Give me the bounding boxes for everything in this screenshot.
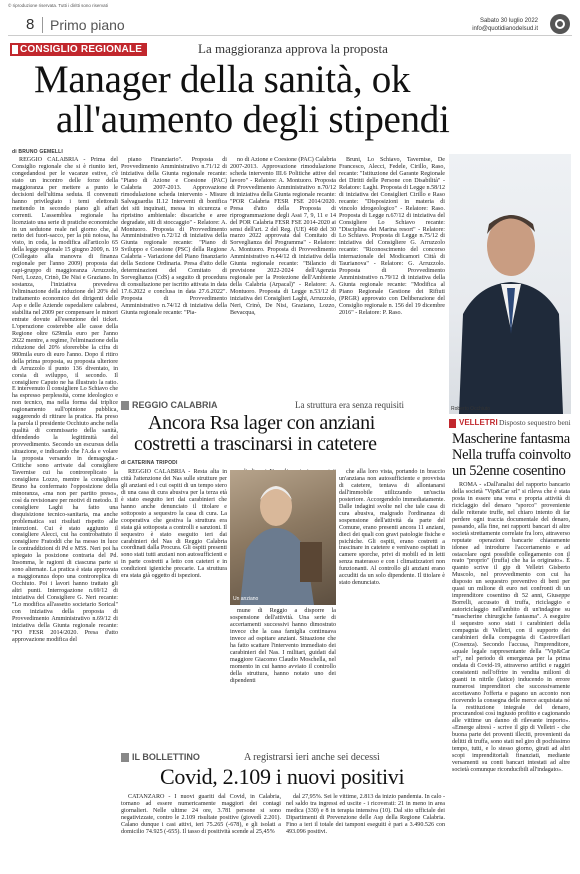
velletri-headline-line1: Mascherine fantasma: [452, 431, 570, 447]
main-col1-text: REGGIO CALABRIA - Prima del Consiglio regionale che si è riunito ieri, congedandosi per le vacanze estive, c'è stato un incontro delle forze della maggioranza per mettere a punto le decisioni dell'ultima seduta. Il convenuti hanno privilegiato i temi elettorali mettendo in secondo piano gli affari correnti. L'assemblea regionale ha licenziato una serie di pratiche economiche in un sedutone reale nel giorno che, al netto dei fuori-sacco, per la più noiosa, ha visto, in coda, la modifica all'articolo 65 della legge regionale 15 giugno 2009, n. 19 (Collegato alla manovra di finanza regionale per l'anno 2009) proposta dai capi-gruppo di maggioranza Arruzzolo, Neri, Lozzo, Crinò, De Nisi e Graziano. In sostanza, l'iniziativa prevedeva l'eliminazione della riduzione del 20% del trattamento economico dei dirigenti delle Asp e delle Aziende ospedaliere calabresi, stabilita nel 2009 per compensare le minori entrate dovute all'esenzione del ticket. L'operazione costerebbe alle casse della Regione oltre 629mila euro per l'anno 2022 mentre, a regime, l'eliminazione della riduzione del 20% sforerebbe la cifra di 980mila euro di euro l'anno. Dopo il ritiro della prima proposta, su proposta ulteriore di Arruzzolo il punto 136 diventato, in corsia di sviluppo, il secondo. Il consigliere Caputo ne ha illustrato la ratio. E intervenuto il consigliere Lo Schiavo che ha espresso perplessità, come ideologico e non tecnico, ma nella forma dal triplice ragionamento sull'opinione pubblica, suggerendo di ritirare la pratica. Ha preso la parola il presidente Occhiuto anche nella qualità di commissario della sanità, difendendo la legittimità del provvedimento. Secondo un escursus della situazione, e indicando che l'A.da e volare la proposta versando in demagogia.- Critiche sono arrivate dal consigliere Tavernise cui ha controreplicato la consigliera Lozzo, mentre la consigliera Bruno ha confermato l'opposizione della minoranza, «ma non per partito preso», così da revisionare per motivi di metodo. Il consigliere Laghi ha fatto una disquisizione tecnico-sanitaria, ma anche problematica sui risultati rispetto alle intenzioni. Cui è stato aggiunto il consigliere Alecci, cui ha controbattuto il consigliere Fratoddi che ha messo in luce le contraddizioni di Pd e M5S. Neri poi ha spiegato la posizione contraria del Pd. Insomma, le ragioni di ciascuna parte si sono alternate. La pratica è stata approvata a maggioranza dopo una controreplica di Occhiuto. Poi i lavori hanno trattato gli altri punti. Interrogazione n.69/12 di iniziativa del Consigliere G. Neri recante: "Lo modifica all'assetto societario Sorical" con iniziativa della proposta di Provvedimento Amministrativo n.69/12 di iniziativa della Giunta regionale recante: "PO FESR 2014/2020. Presa d'atto approvazione modifica del: [12, 157, 118, 643]
occhiuto-photo: [449, 154, 571, 414]
main-byline: di BRUNO GEMELLI: [12, 149, 63, 155]
velletri-headline-line2: Nella truffa coinvolto: [452, 447, 571, 463]
main-headline-line1: Manager della sanità, ok: [34, 58, 411, 101]
velletri-subtitle: Disposto sequestro beni: [499, 418, 571, 427]
velletri-article-header: [449, 418, 573, 430]
covid-subtitle: A registrarsi ieri anche sei decessi: [244, 752, 380, 763]
main-column-4: [339, 157, 445, 395]
covid-col1-text: CATANZARO - I nuovi guariti dal Covid, in Calabria, tornano ad essere numericamente maggiori dei contagi giornalieri. Nelle ultime 24 ore, 3.781 persone si sono negativizzate, contro le 2.109 risultate positive (giovedì 2.201). Calano dunque i casi attivi, ieri 75.265 (-678), e gli isolati a domicilio 74.925 (-655). Il tasso di positività scende al 25,45%: [121, 794, 281, 835]
header-date: Sabato 30 luglio 2022: [479, 18, 538, 24]
header-email: info@quotidianodelsud.it: [472, 26, 538, 32]
velletri-col-text: ROMA - «Dall'analisi del rapporto bancario della società "Vip&Car srl" si rileva che è stata posta in essere una vera e propria attività di riciclaggio del denaro "sporco" proveniente dalle reiterate truffe, nel chiaro intento di far perdere ogni traccia documentale del denaro, passando, alla fine, nei rapporti bancari di altre società strettamente correlate fra loro, attraverso reputate operazioni bancarie chiaramente idonee ad introdurre l'accertamento e ad ostacolare ogni possibile collegamento con il reato "proprio" (truffa) che ha la originato». È quanto scrive il gip di Velletri Gisberto Muscolo, nel provvedimento con cui ha disposto un sequestro preventivo di beni per quasi un milione di euro nei confronti di un imprenditore cosentino di 52 anni, Giuseppe Borrelli, accusato di truffa, riciclaggio e autoriciclaggio nell'ambito di un'indagine su "mascherine chirurgiche fantasma". A eseguire il sequestro sono stati i carabinieri della compagnia di Velletri, con il supporto dei carabinieri della compagnia di Castrovillari (Cosenza). Secondo l'accusa, l'imprenditore, «quale legale rappresentante della "Vip&Car srl", nel periodo di emergenza per la prima ondata di Covid-19, attraverso artifici e raggiri consistenti nell'offrire in vendita milioni di guanti in nitrile (latice) inducendo in errore numerosi imprenditori che successivamente accettavano l'offerta e pagano un acconto non ricevendo la consegna delle merce acquistata né la restituzione integrale del denaro, procurandosi così ingiusto profitto e cagionando alle vittime un danno di rilevante importo». «Emerge altresì - scrive il gip di Velletri - che buona parte dei proventi illeciti, provenienti da delitti di truffa, sono stati nel giro di pochissimo tempo, tutti, e lo stesso giorno, girati ad altri scopi imprenditoriali finanziati, mediante versamenti su conti bancari intestati ad altre società comunque riconducibili all'indagato».: [452, 482, 570, 774]
main-subtitle: La maggioranza approva la proposta: [198, 41, 388, 56]
rsa-col1-text: REGGIO CALABRIA - Resta alta in città l'attenzione dei Nas sulle strutture per gli anziani ed i cui ospiti di un tempo stero di una casa di cura abusiva per la terza età è stato eseguito ieri dai carabinieri che hanno anche denunciato il titolare e sottoposto a sequestro la casa di cura. La cooperativa che gestiva la struttura era stata già sottoposta a controlli e sanzioni. Il sequestro è stato eseguito ieri dai carabinieri del Nas di Reggio Calabria coordinati dalla Procura. Gli ospiti presenti sono stati tutti anziani non autosufficienti e in parte costretti a letto con cateteri e in condizioni igieniche precarie. La struttura era stata già oggetto di ispezioni.: [121, 469, 227, 580]
main-column-2: [121, 157, 227, 395]
page-header: [8, 14, 572, 36]
header-divider: [42, 17, 43, 33]
rsa-headline-line2: costretti a trascinarsi in catetere: [134, 433, 377, 455]
rsa-headline-line1: Ancora Rsa lager con anziani: [148, 412, 376, 434]
rsa-column-4: [339, 469, 445, 747]
section-title: Primo piano: [50, 17, 125, 33]
main-col3-text: no di Azione e Coesione (PAC) Calabria 2007-2013. Approvazione rimodulazione scheda intervento III.6 Politiche attive del lavoro" - Relatore: A. Montuoro. Proposta di Provvedimento Amministrativo n.70/12 di iniziativa della Giunta regionale recante: "POR Calabria FESR FSE 2014/2020. Presa d'atto della Proposta di riprogrammazione degli Assi 7, 9, 11 e 14 del POR Calabria FESR FSE 2014-2020 ai sensi dell'art. 2 del Reg. (UE) 460 del 30 marzo 2022 approvata dal Comitato di Sorveglianza del Programma" - Relatore: A. Montuoro. Proposta di Provvedimento Amministrativo n.44/12 di iniziativa della Giunta regionale recante: "Bilancio di previsione 2022-2024 dell'Agenzia regionale per la Protezione dell'Ambiente della Calabria (Arpacal)" - Relatore: A. Montuoro. Proposta di Legge n.53/12 di iniziativa dei Consiglieri Laghi, Arruzzolo, Neri, Crinò, De Nisi, Graziano, Lozzo, Bevacqua,: [230, 157, 336, 316]
main-headline-line2: all'aumento degli stipendi: [56, 98, 450, 141]
main-column-3: [230, 157, 336, 395]
rsa-kicker-marker: [121, 401, 129, 410]
main-column-1: [12, 157, 118, 763]
header-meta: [472, 17, 538, 33]
elderly-caption: Un anziano: [233, 596, 259, 602]
newspaper-logo-icon: [550, 14, 570, 34]
velletri-headline-line3: un 52enne cosentino: [452, 463, 566, 479]
rsa-col3-text: mune di Reggio a disporre la sospensione dell'attività. Una serie di accertamenti successivi hanno dimostrato invece che la casa famiglia continuava invece ad ospitare anziani. Situazione che ha fatto scattare l'intervento immediato dei carabinieri del Nas. I militari, guidati dal maggiore Giacomo Claudio Moschella, nel momento in cui hanno avviato il controllo della struttura, hanno notato uno dei dipendenti: [230, 608, 336, 684]
elderly-photo: [230, 470, 336, 605]
rsa-subtitle: La struttura era senza requisiti: [295, 400, 404, 410]
covid-column-1: [121, 794, 281, 858]
velletri-kicker: VELLETRI: [459, 418, 498, 427]
elderly-illustration: [230, 470, 336, 605]
velletri-column: [452, 482, 570, 858]
rsa-article-header: [121, 400, 445, 412]
covid-column-2: [286, 794, 445, 858]
rsa-column-3: [230, 608, 336, 748]
covid-headline: Covid, 2.109 i nuovi positivi: [160, 764, 405, 789]
rsa-col4-text: che alla loro vista, portando in braccio un'anziana non autosufficiente e provvista di catetere, tentava di allontanarsi dall'immobile utilizzando un'uscita posteriore. Accorgendolo immediatamente. Dalle indagini svolte nel che tale casa di cura abusiva, malgrado l'ordinanza di sospensione dell'attività da parte del Comune, erano presenti ancora 11 anziani, dieci dei quali con gravi patologie fisiche e psichiche. Gli ospiti, erano costretti a trascinare in catetere e venivano ospitati in camere sporche, privi di mobili ed in letti senza materasso e con i climatizzatori non funzionanti. Al controllo gli anziani erano accuditi da un solo dipendente. Il titolare è stato denunciato.: [339, 469, 445, 587]
portrait-illustration: [449, 154, 571, 414]
rsa-kicker: REGGIO CALABRIA: [132, 400, 218, 410]
covid-kicker-marker: [121, 753, 129, 762]
covid-kicker: IL BOLLETTINO: [132, 752, 200, 762]
velletri-kicker-marker: [449, 419, 456, 428]
occhiuto-caption: Roberto Occhiuto: [451, 406, 490, 412]
main-kicker: [10, 43, 147, 56]
rsa-column-1: [121, 469, 227, 747]
covid-col2-text: dal 27,95%. Sei le vittime, 2.813 da inizio pandemia. In calo - nel saldo tra ingressi ed uscite - i ricoverati: 21 in meno in area medica (330) e 8 in terapia intensiva (10). Dal sito ufficiale dei Dipartimenti di Prevenzione delle Asp della Regione Calabria. Fino a ieri il totale dei tamponi eseguiti è pari a 3.490.526 con 493.096 positivi.: [286, 794, 445, 835]
rsa-byline: di CATERINA TRIPODI: [121, 460, 178, 466]
copyright-notice: © riproduzione riservata. Tutti i diritti sono riservati: [8, 3, 108, 8]
main-col2-text: piano Finanziario". Proposta di Provvedimento Amministrativo n.71/12 di iniziativa della Giunta regionale recante: "Piano di Azione e Coesione (PAC) Calabria 2007-2013. Approvazione rimodulazione scheda intervento - Misure Salvaguardia II.12 Interventi di bonifica dei siti inquinati, messa in sicurezza e ripristino ambientale: discariche e aree degradate, siti di stoccaggio" - Relatore: A. Montuoro. Proposta di Provvedimento Amministrativo n.72/12 di iniziativa della Giunta regionale recante: "Piano di Sviluppo e Coesione (PSC) della Regione Calabria - Variazione del Piano finanziario della Sezione Ordinaria. Presa d'atto delle determinazioni del Comitato di Sorveglianza (CdS) a seguito di procedura di consultazione per iscritto attivata in data 17.6.2022 e conclusa in data 27.6.2022". Proposta di Provvedimento Amministrativo n.74/12 di iniziativa della Giunta regionale recante: "Pia-: [121, 157, 227, 316]
covid-article-header: [121, 752, 445, 764]
main-kicker-text: CONSIGLIO REGIONALE: [20, 44, 143, 55]
page-number: 8: [26, 16, 35, 33]
main-col4-text: Bruni, Lo Schiavo, Tavernise, De Francesco, Alecci, Fedele, Cirillo, Raso, recante: "Istituzione del Garante Regionale dei Diritti delle Persone con Disabilità" - Relatore: Laghi. Proposta di Legge n.58/12 di iniziativa dei Consiglieri Cirillo e Raso recante: "Disposizioni in materia di vincolo idrogeologico" - Relatore: Raso. Proposta di Legge n.67/12 di iniziativa del Consigliere Lo Schiavo recante: "Disciplina dei Marina resort" - Relatore: Lo Schiavo. Proposta di Legge n.75/12 di iniziativa del Consigliere G. Arruzzolo recante: "Riconoscimento del concorso internazionale del Modicamori Città di Taurianova" - Relatore: G. Arruzzolo. Proposta di Provvedimento Amministrativo n.79/12 di iniziativa della Giunta regionale recante: "Modifica al Piano Regionale Gestione dei Rifiuti (PRGR) approvato con Deliberazione del Consiglio regionale n. 156 del 19 dicembre 2016" - Relatore: P. Raso.: [339, 157, 445, 316]
